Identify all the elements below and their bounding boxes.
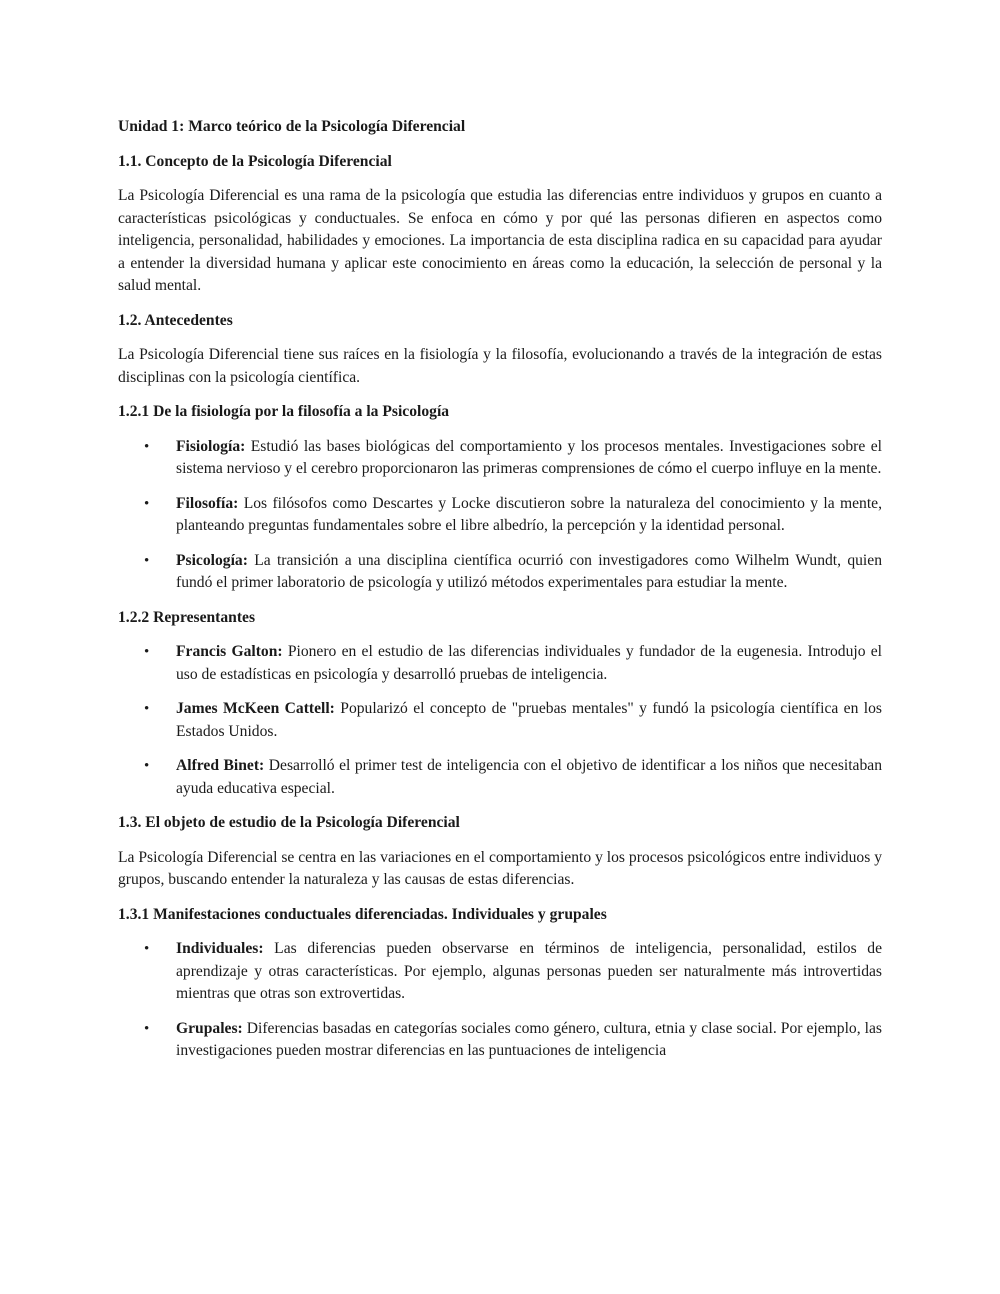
section-1-2-2-list <box>118 641 882 800</box>
list-item-text: Pionero en el estudio de las diferencias individuales y fundador de la eugenesia. Introdujo el uso de estadísticas en psicología y desarrolló pruebas de inteligencia. <box>176 643 882 683</box>
unit-title: Unidad 1: Marco teórico de la Psicología Diferencial <box>118 118 466 135</box>
list-item-term: Alfred Binet: <box>176 757 265 774</box>
list-item-text: Popularizó el concepto de "pruebas mentales" y fundó la psicología científica en los Estados Unidos. <box>176 700 882 740</box>
list-item-text: Desarrolló el primer test de inteligencia con el objetivo de identificar a los niños que necesitaban ayuda educativa especial. <box>176 757 882 797</box>
section-1-3-1-list <box>118 938 882 1063</box>
section-1-3-heading: 1.3. El objeto de estudio de la Psicología Diferencial <box>118 814 460 831</box>
list-item <box>118 698 882 743</box>
list-item <box>118 755 882 800</box>
section-1-2-1-heading: 1.2.1 De la fisiología por la filosofía a la Psicología <box>118 403 450 420</box>
list-item-text: La transición a una disciplina científica ocurrió con investigadores como Wilhelm Wundt, quien fundó el primer laboratorio de psicología y utilizó métodos experimentales para estudiar la mente. <box>176 551 882 591</box>
bullet-icon: • <box>144 701 150 717</box>
bullet-icon: • <box>144 758 150 774</box>
list-item <box>118 1018 882 1063</box>
section-1-3-paragraph: La Psicología Diferencial se centra en las variaciones en el comportamiento y los procesos psicológicos entre individuos y grupos, buscando entender la naturaleza y las causas de estas diferencias. <box>118 848 882 888</box>
list-item-text: Diferencias basadas en categorías sociales como género, cultura, etnia y clase social. Por ejemplo, las investigaciones pueden mostrar diferencias en las puntuaciones de inteligencia <box>176 1019 882 1059</box>
list-item-text: Los filósofos como Descartes y Locke discutieron sobre la naturaleza del conocimiento y la mente, planteando preguntas fundamentales sobre el libre albedrío, la percepción y la identidad personal. <box>176 494 882 534</box>
list-item-term: Grupales: <box>176 1019 243 1037</box>
bullet-icon: • <box>144 1020 150 1037</box>
section-1-3-1-heading: 1.3.1 Manifestaciones conductuales diferenciadas. Individuales y grupales <box>118 905 607 923</box>
section-1-1-paragraph: La Psicología Diferencial es una rama de la psicología que estudia las diferencias entre individuos y grupos en cuanto a características psicológicas y conductuales. Se enfoca en cómo y por qué las personas difieren en aspectos como inteligencia, personalidad, habilidades y emociones. La importancia de esta disciplina radica en su capacidad para ayudar a entender la diversidad humana y aplicar este conocimiento en áreas como la educación, la selección de personal y la salud mental. <box>118 187 882 294</box>
list-item-term: Psicología: <box>176 551 248 569</box>
list-item-text: Las diferencias pueden observarse en términos de inteligencia, personalidad, estilos de aprendizaje y otras características. Por ejemplo, algunas personas pueden ser naturalmente más introvertidas mientras que otras son extrovertidas. <box>176 940 882 1002</box>
list-item-text: Estudió las bases biológicas del comportamiento y los procesos mentales. Investigaciones sobre el sistema nervioso y el cerebro proporcionaron las primeras comprensiones de cómo el cuerpo influye en la mente. <box>176 437 882 477</box>
list-item-term: Individuales: <box>176 940 264 957</box>
bullet-icon: • <box>144 644 150 660</box>
list-item-term: Francis Galton: <box>176 643 283 660</box>
document-page <box>118 116 882 1075</box>
bullet-icon: • <box>144 495 150 512</box>
list-item-term: Filosofía: <box>176 494 239 512</box>
bullet-icon: • <box>144 941 150 957</box>
list-item <box>118 493 882 538</box>
list-item <box>118 550 882 595</box>
list-item <box>118 436 882 481</box>
section-1-1-heading: 1.1. Concepto de la Psicología Diferencial <box>118 152 392 170</box>
section-1-2-paragraph: La Psicología Diferencial tiene sus raíces en la fisiología y la filosofía, evolucionando a través de la integración de estas disciplinas con la psicología científica. <box>118 346 882 386</box>
list-item <box>118 641 882 686</box>
list-item <box>118 938 882 1006</box>
bullet-icon: • <box>144 552 150 569</box>
section-1-2-1-list <box>118 436 882 595</box>
section-1-2-heading: 1.2. Antecedentes <box>118 311 233 329</box>
bullet-icon: • <box>144 438 150 455</box>
list-item-term: James McKeen Cattell: <box>176 700 335 717</box>
list-item-term: Fisiología: <box>176 437 246 455</box>
section-1-2-2-heading: 1.2.2 Representantes <box>118 608 256 626</box>
